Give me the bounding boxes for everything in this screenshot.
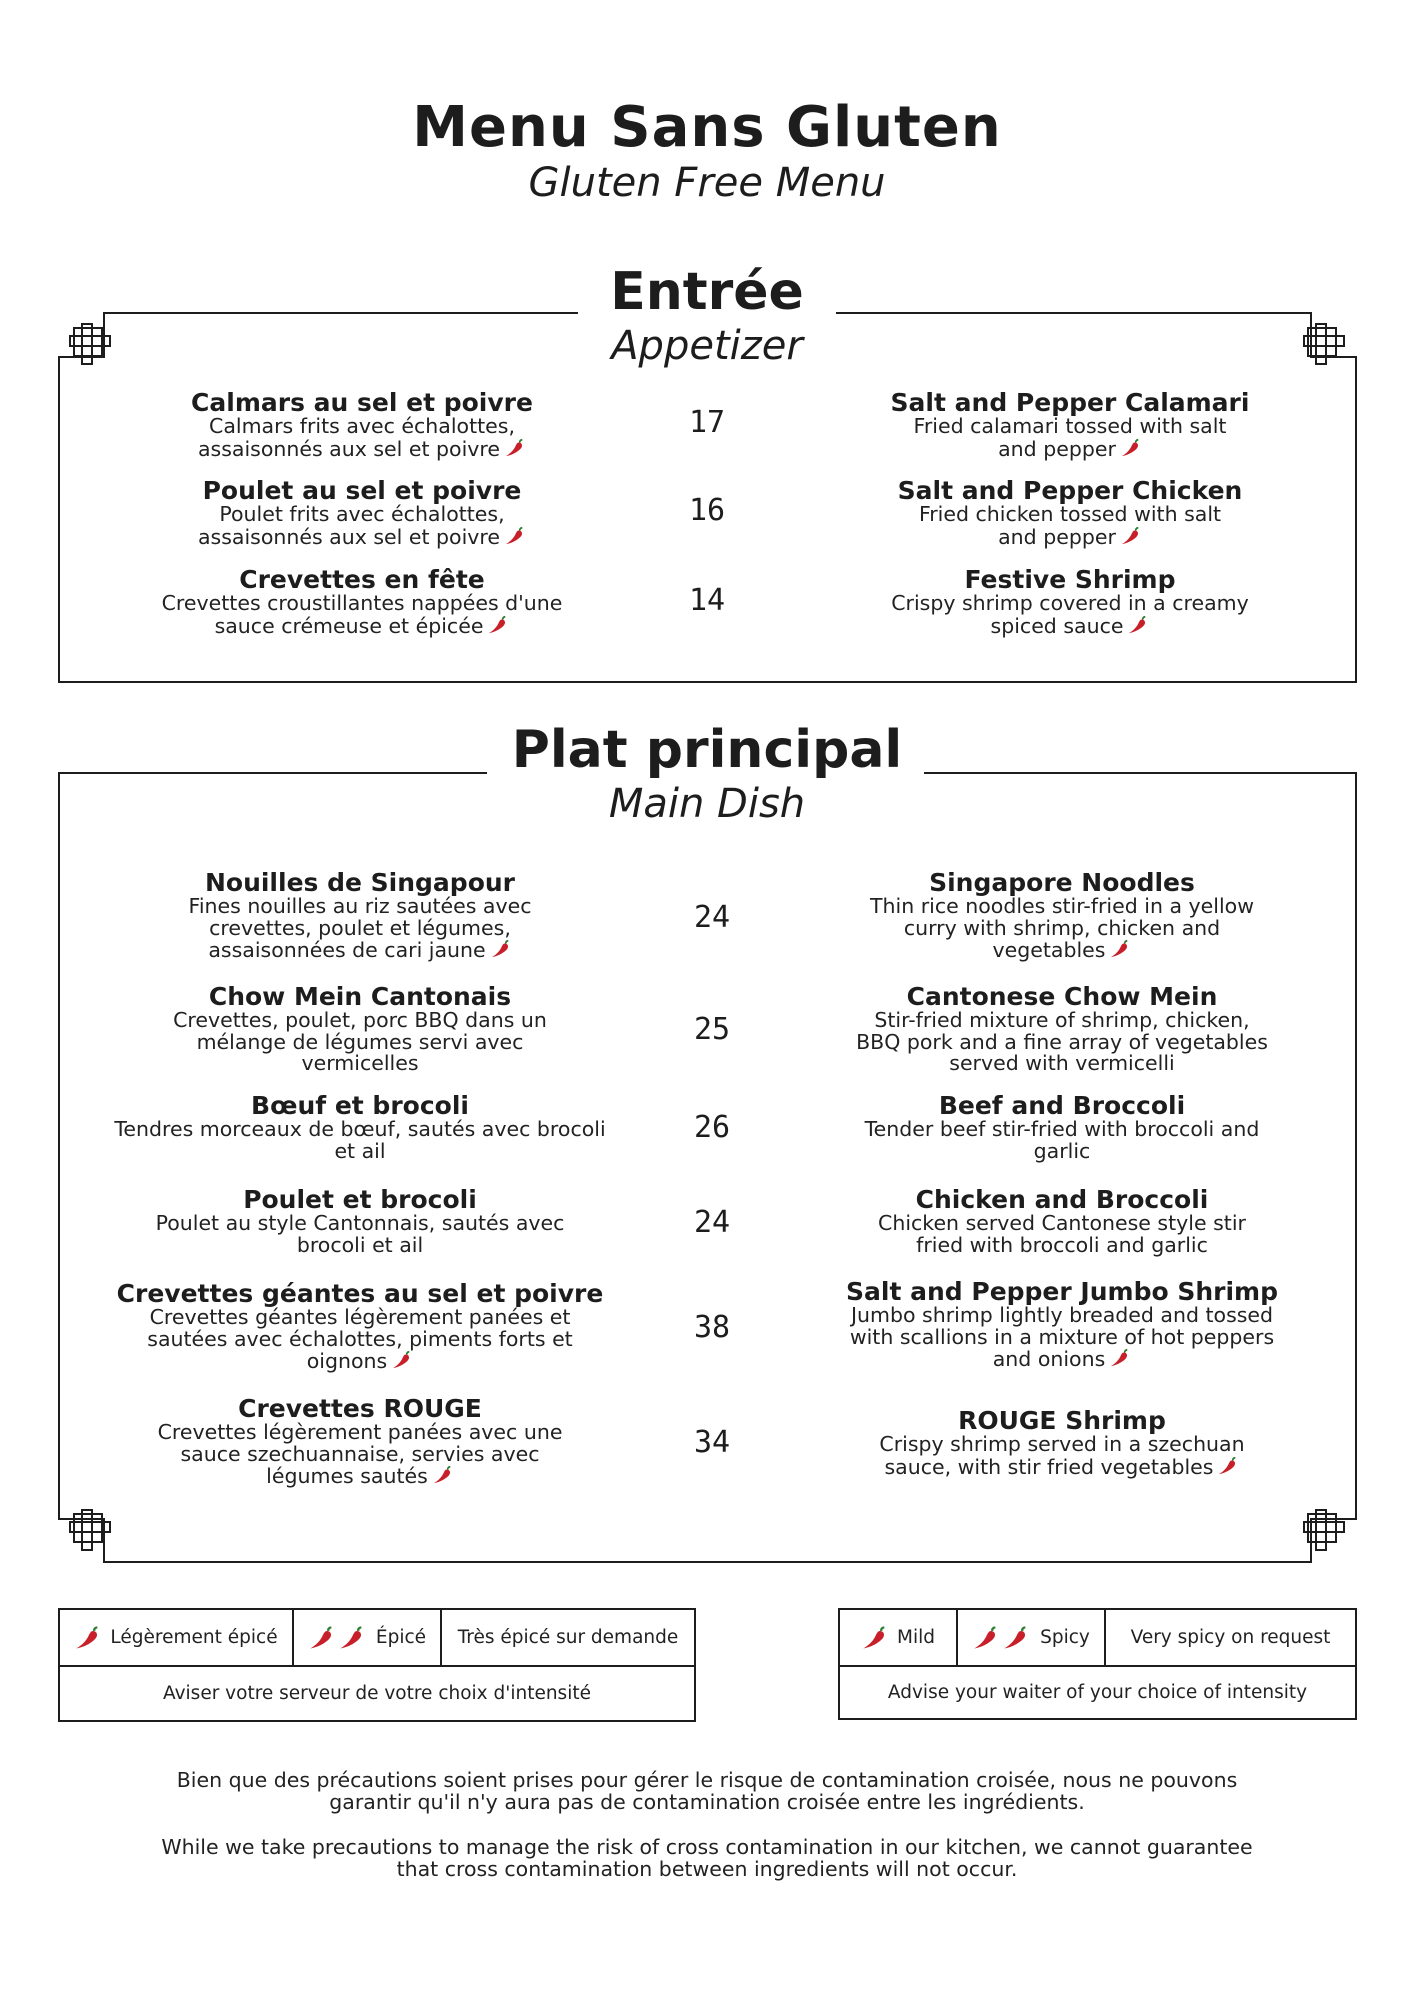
dish-name-fr: Poulet et brocoli (243, 1185, 477, 1214)
dish-name-en: Salt and Pepper Chicken (897, 476, 1243, 505)
chili-pepper-icon (1002, 1625, 1030, 1651)
lattice-corner-icon (1302, 1508, 1346, 1552)
chili-pepper-icon (504, 438, 526, 458)
list-item: Festive Shrimp Crispy shrimp covered in a creamy spiced sauce (820, 567, 1320, 637)
list-item: Poulet et brocoli Poulet au style Cantonnais, sautés avec brocoli et ail (80, 1187, 640, 1256)
list-item: Chow Mein Cantonais Crevettes, poulet, porc BBQ dans un mélange de légumes servi avec vermicelles (80, 984, 640, 1075)
main-title: Plat principal (511, 720, 903, 780)
chili-pepper-icon (972, 1625, 1000, 1651)
legend-advise: Advise your waiter of your choice of intensity (887, 1682, 1308, 1703)
chili-pepper-icon (308, 1625, 336, 1651)
dish-name-fr: Calmars au sel et poivre (191, 388, 533, 417)
legend-mild: Mild (840, 1610, 956, 1665)
list-item: Chicken and Broccoli Chicken served Cantonese style stir fried with broccoli and garlic (792, 1187, 1332, 1256)
list-item: Bœuf et brocoli Tendres morceaux de bœuf, sautés avec brocoli et ail (80, 1093, 640, 1162)
list-item: Singapore Noodles Thin rice noodles stir-fried in a yellow curry with shrimp, chicken and vegetables (792, 870, 1332, 962)
chili-pepper-icon (1120, 438, 1142, 458)
dish-name-fr: Crevettes géantes au sel et poivre (116, 1279, 604, 1308)
list-item: Calmars au sel et poivre Calmars frits avec échalottes, assaisonnés aux sel et poivre (112, 390, 612, 460)
dish-name-fr: Nouilles de Singapour (204, 868, 516, 897)
list-item: Poulet au sel et poivre Poulet frits avec échalottes, assaisonnés aux sel et poivre (112, 478, 612, 548)
dish-name-fr: Crevettes en fête (239, 565, 485, 594)
list-item: Salt and Pepper Calamari Fried calamari tossed with salt and pepper (820, 390, 1320, 460)
chili-pepper-icon (1109, 939, 1131, 959)
legend-very-spicy: Très épicé sur demande (457, 1627, 679, 1648)
dish-name-en: Cantonese Chow Mein (906, 982, 1218, 1011)
price: 38 (693, 1310, 731, 1345)
page-title: Menu Sans Gluten (412, 95, 1002, 160)
dish-name-en: ROUGE Shrimp (958, 1406, 1166, 1435)
dish-name-en: Chicken and Broccoli (915, 1185, 1209, 1214)
appetizer-subtitle: Appetizer (611, 323, 803, 369)
price: 17 (688, 405, 726, 440)
legend-spicy: Épicé (294, 1610, 440, 1665)
price: 16 (688, 493, 726, 528)
disclaimer-en: While we take precautions to manage the risk of cross contamination in our kitchen, we cannot guarantee that cross contamination between ingredients will not occur. (161, 1835, 1253, 1882)
list-item: Beef and Broccoli Tender beef stir-fried with broccoli and garlic (792, 1093, 1332, 1162)
dish-name-en: Festive Shrimp (964, 565, 1176, 594)
list-item: Crevettes ROUGE Crevettes légèrement panées avec une sauce szechuannaise, servies avec légumes sautés (80, 1396, 640, 1488)
appetizer-title: Entrée (610, 262, 804, 322)
chili-pepper-icon (1217, 1456, 1239, 1476)
chili-pepper-icon (487, 615, 509, 635)
chili-pepper-icon (861, 1625, 889, 1651)
page-subtitle: Gluten Free Menu (528, 160, 886, 206)
list-item: Cantonese Chow Mein Stir-fried mixture of shrimp, chicken, BBQ pork and a fine array of vegetables served with vermicelli (792, 984, 1332, 1075)
price: 26 (693, 1110, 731, 1145)
price: 25 (693, 1012, 731, 1047)
list-item: ROUGE Shrimp Crispy shrimp served in a szechuan sauce, with stir fried vegetables (792, 1408, 1332, 1478)
chili-pepper-icon (504, 526, 526, 546)
dish-name-fr: Chow Mein Cantonais (208, 982, 512, 1011)
price: 24 (693, 1205, 731, 1240)
list-item: Crevettes en fête Crevettes croustillantes nappées d'une sauce crémeuse et épicée (112, 567, 612, 637)
chili-pepper-icon (1120, 526, 1142, 546)
lattice-corner-icon (68, 1508, 112, 1552)
dish-name-fr: Bœuf et brocoli (251, 1091, 469, 1120)
dish-name-fr: Crevettes ROUGE (238, 1394, 482, 1423)
chili-pepper-icon (391, 1350, 413, 1370)
chili-pepper-icon (490, 939, 512, 959)
price: 34 (693, 1425, 731, 1460)
list-item: Crevettes géantes au sel et poivre Crevettes géantes légèrement panées et sautées avec échalottes, piments forts et oignons (80, 1281, 640, 1373)
legend-mild: Légèrement épicé (60, 1610, 292, 1665)
chili-pepper-icon (432, 1465, 454, 1485)
spice-legend-en (838, 1608, 1357, 1720)
list-item: Salt and Pepper Jumbo Shrimp Jumbo shrimp lightly breaded and tossed with scallions in a mixture of hot peppers and onions (792, 1279, 1332, 1371)
chili-pepper-icon (1109, 1348, 1131, 1368)
dish-name-fr: Poulet au sel et poivre (202, 476, 522, 505)
list-item: Salt and Pepper Chicken Fried chicken tossed with salt and pepper (820, 478, 1320, 548)
price: 14 (688, 583, 726, 618)
price: 24 (693, 900, 731, 935)
dish-name-en: Singapore Noodles (929, 868, 1195, 897)
chili-pepper-icon (74, 1625, 102, 1651)
legend-very-spicy: Very spicy on request (1130, 1627, 1331, 1648)
list-item: Nouilles de Singapour Fines nouilles au riz sautées avec crevettes, poulet et légumes, assaisonnées de cari jaune (80, 870, 640, 962)
legend-advise: Aviser votre serveur de votre choix d'intensité (163, 1683, 591, 1704)
dish-name-en: Salt and Pepper Jumbo Shrimp (846, 1277, 1278, 1306)
disclaimer-fr: Bien que des précautions soient prises pour gérer le risque de contamination croisée, nous ne pouvons garantir qu'il n'y aura pas de contamination croisée entre les ingrédients. (176, 1768, 1238, 1815)
legend-spicy: Spicy (958, 1610, 1104, 1665)
chili-pepper-icon (338, 1625, 366, 1651)
spice-legend-fr (58, 1608, 696, 1722)
main-subtitle: Main Dish (608, 781, 806, 827)
chili-pepper-icon (1127, 615, 1149, 635)
dish-name-en: Beef and Broccoli (938, 1091, 1186, 1120)
dish-name-en: Salt and Pepper Calamari (890, 388, 1250, 417)
